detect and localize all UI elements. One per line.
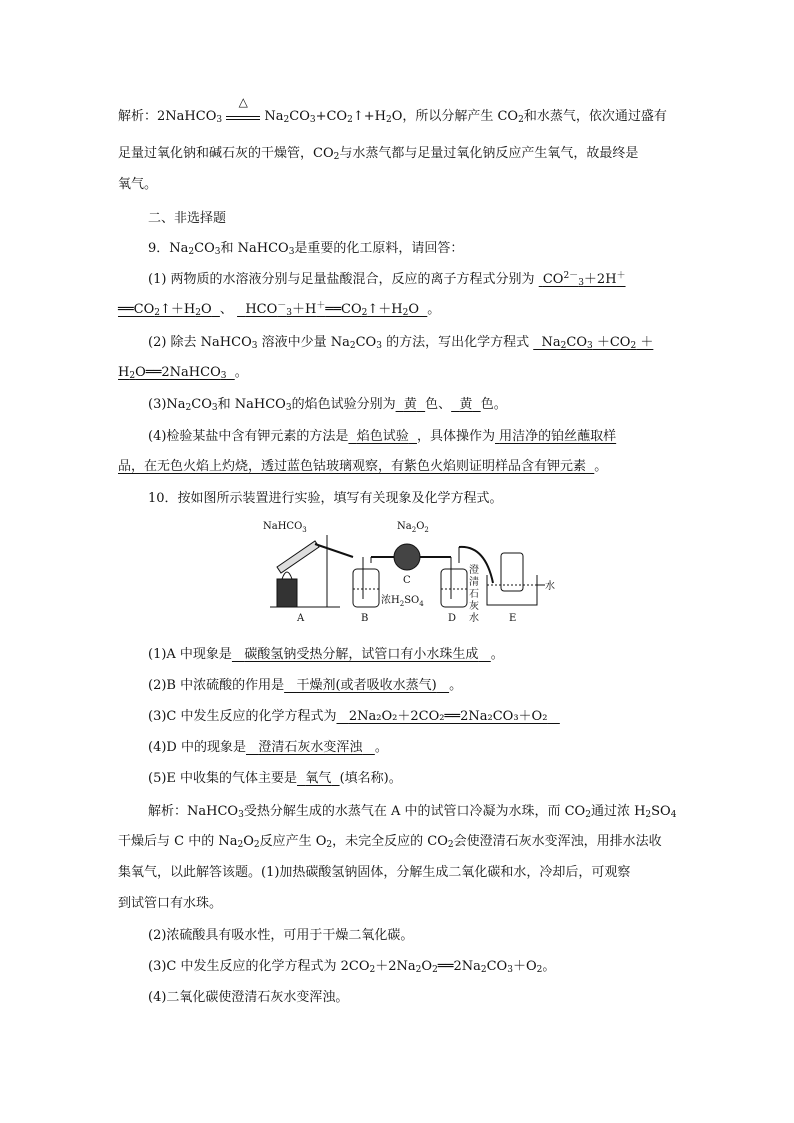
analysis-1-line-2: 足量过氧化钠和碱石灰的干燥管，$CO_2$与水蒸气都与足量过氧化钠反应产生氧气，故最终是	[118, 146, 639, 162]
q9-part1-line1: (1) 两物质的水溶液分别与足量盐酸混合，反应的离子方程式分别为 $CO^{2-}_3+2H^+$	[148, 271, 626, 288]
q9-part2-answer-a: $Na_2CO_3 +CO_2$ ＋	[541, 335, 654, 351]
label-a: A	[297, 613, 305, 624]
q10-answer-5: (5)E 中收集的气体主要是 氧气 (填名称)。	[148, 771, 402, 786]
q9-part1-answer-2: $HCO^-_3+H^+══CO_2↑+H_2O$	[245, 301, 420, 318]
bottle-d	[441, 569, 467, 607]
q9-part2-answer-b: $H_2O══2NaHCO_3$	[118, 365, 227, 381]
q10-answer-3: (3)C 中发生反应的化学方程式为 2Na₂O₂＋2CO₂══2Na₂CO₃＋O₂	[148, 708, 560, 726]
q9-part4-line1: (4)检验某盐中含有钾元素的方法是 焰色试验 ，具体操作为 用洁净的铂丝蘸取样	[148, 429, 617, 444]
q10-answer-3-text: 2Na₂O₂＋2CO₂══2Na₂CO₃＋O₂	[348, 709, 548, 724]
drying-tube-c	[394, 544, 420, 570]
analysis-1-line-3: 氧气。	[118, 177, 158, 192]
test-tube-a	[277, 541, 319, 573]
label-acid: 浓$H_2SO_4$	[381, 595, 424, 608]
experiment-apparatus-figure	[255, 517, 555, 627]
label-e: E	[509, 613, 517, 624]
analysis-2-line-4: 到试管口有水珠。	[118, 896, 223, 911]
label-limewater-4: 灰	[469, 601, 479, 612]
label-limewater-2: 清	[469, 577, 479, 588]
label-limewater-3: 石	[469, 589, 479, 600]
analysis-2-line-3: 集氧气，以此解答该题。(1)加热碳酸氢钠固体，分解生成二氧化碳和水，冷却后，可观察	[118, 865, 631, 880]
q9-part3-answer-1: 黄	[403, 397, 417, 412]
bottle-b	[353, 569, 379, 607]
q10-stem: 10．按如图所示装置进行实验，填写有关现象及化学方程式。	[148, 491, 503, 506]
q9-part4-line2: 品，在无色火焰上灼烧，透过蓝色钴玻璃观察，有紫色火焰则证明样品含有钾元素 。	[118, 459, 608, 474]
q9-part2-line2: $H_2O══2NaHCO_3$ 。	[118, 365, 248, 381]
q9-part1-answer-1a: $CO^{2-}_3+2H^+$	[542, 271, 626, 288]
q9-part3: $(3)Na_2CO_3$和 NaHCO$_3$的焰色试验分别为 黄 色、 黄 色。	[148, 397, 507, 413]
analysis-2-line-6: (3)C 中发生反应的化学方程式为 $2CO_2+2Na_2O_2══2Na_2CO_3+O_2$。	[148, 959, 556, 975]
q10-answer-5-text: 氧气	[305, 771, 332, 786]
q10-answer-2: (2)B 中浓硫酸的作用是 干燥剂(或者吸收水蒸气) 。	[148, 678, 463, 693]
q9-part3-answer-2: 黄	[459, 397, 473, 412]
q10-answer-1-text: 碳酸氢钠受热分解，试管口有小水珠生成	[244, 647, 479, 662]
analysis-1-line-1: 解析：2NaHCO$_3$ △ $Na_2CO_3+CO_2↑+H_2O$，所以分解产生 $CO_2$和水蒸气，依次通过盛有	[118, 95, 667, 125]
q10-answer-2-text: 干燥剂(或者吸收水蒸气)	[296, 678, 437, 693]
tube-a-b	[315, 544, 353, 557]
q9-part4-answer-1: 焰色试验	[356, 429, 409, 444]
label-b: B	[361, 613, 369, 624]
q10-answer-4-text: 澄清石灰水变浑浊	[258, 740, 363, 755]
label-nahco3: NaHCO$_3$	[263, 521, 307, 534]
label-d: D	[448, 613, 457, 624]
analysis-2-line-7: (4)二氧化碳使澄清石灰水变浑浊。	[148, 990, 349, 1005]
q9-part4-answer-2a: 用洁净的铂丝蘸取样	[499, 429, 617, 444]
analysis-2-line-5: (2)浓硫酸具有吸水性，可用于干燥二氧化碳。	[148, 928, 414, 943]
label-c: C	[403, 575, 411, 586]
analysis-2-line-2: 干燥后与 C 中的 $Na_2O_2$反应产生 $O_2$，未完全反应的 $CO_2$会使澄清石灰水变浑浊，用排水法收	[118, 834, 662, 850]
q9-part1-answer-1b: $══CO_2↑+H_2O$	[118, 302, 212, 318]
burner-block	[277, 579, 297, 607]
heat-equals-sign: △	[226, 109, 260, 120]
flame-icon	[282, 572, 292, 579]
label-water: 水	[545, 581, 555, 592]
q9-stem: 9．$Na_2CO_3$和 NaHCO$_3$是重要的化工原料，请回答：	[148, 241, 464, 257]
q10-answer-1: (1)A 中现象是 碳酸氢钠受热分解，试管口有小水珠生成 。	[148, 647, 504, 662]
q9-part2-line1: (2) 除去 NaHCO$_3$ 溶液中少量 $Na_2CO_3$ 的方法，写出化学方程式 $Na_2CO_3 +CO_2$ ＋	[148, 335, 654, 351]
label-na2o2: $Na_2O_2$	[397, 521, 429, 534]
trough-e	[487, 575, 537, 605]
q9-part1-line2: $══CO_2↑+H_2O$ 、 $HCO^-_3+H^+══CO_2↑+H_2O$ 。	[118, 301, 441, 318]
section-heading: 二、非选择题	[148, 211, 227, 226]
label-limewater-1: 澄	[469, 565, 479, 576]
analysis-2-line-1: 解析：NaHCO$_3$受热分解生成的水蒸气在 A 中的试管口冷凝为水珠，而 $CO_2$通过浓 $H_2SO_4$	[148, 804, 677, 820]
q10-answer-4: (4)D 中的现象是 澄清石灰水变浑浊 。	[148, 740, 388, 755]
q9-part4-answer-2b: 品，在无色火焰上灼烧，透过蓝色钴玻璃观察，有紫色火焰则证明样品含有钾元素	[118, 459, 587, 474]
label-limewater-5: 水	[469, 613, 479, 624]
